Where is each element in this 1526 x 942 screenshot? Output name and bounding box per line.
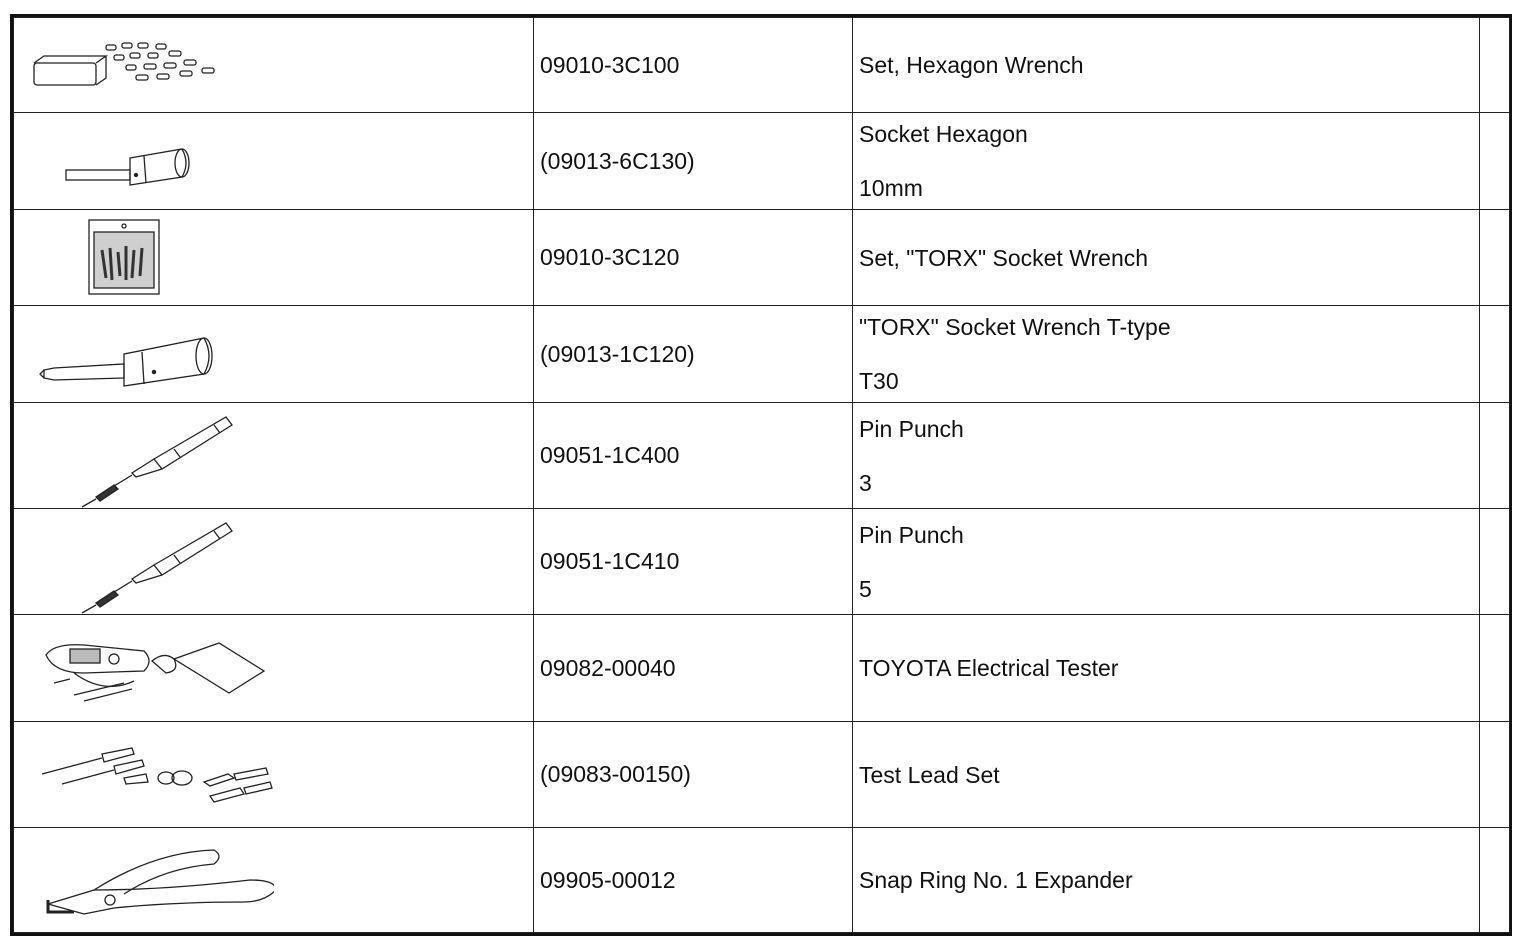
remarks-cell xyxy=(1480,113,1510,210)
part-number: (09013-6C130) xyxy=(534,113,853,210)
remarks-cell xyxy=(1480,403,1510,509)
table-row xyxy=(14,306,1510,403)
torx-socket-set-icon xyxy=(14,210,274,306)
tool-table-sheet xyxy=(10,14,1512,936)
test-lead-set-icon xyxy=(14,722,274,828)
table-row xyxy=(14,18,1510,113)
tool-description: Pin Punch 3 xyxy=(853,403,1480,509)
special-tools-table xyxy=(13,17,1510,933)
tool-description: Pin Punch 5 xyxy=(853,509,1480,615)
torx-socket-t-type-icon xyxy=(14,306,274,403)
tool-description: Snap Ring No. 1 Expander xyxy=(853,828,1480,933)
tool-description: Set, Hexagon Wrench xyxy=(853,18,1480,113)
tool-illustration-cell xyxy=(14,722,534,828)
tool-description: Set, "TORX" Socket Wrench xyxy=(853,210,1480,306)
pin-punch-icon xyxy=(14,403,274,509)
tool-illustration-cell xyxy=(14,18,534,113)
tool-description: Test Lead Set xyxy=(853,722,1480,828)
snap-ring-expander-icon xyxy=(14,828,274,932)
table-row xyxy=(14,615,1510,722)
table-row xyxy=(14,509,1510,615)
part-number: 09051-1C410 xyxy=(534,509,853,615)
tool-illustration-cell xyxy=(14,615,534,722)
table-row xyxy=(14,113,1510,210)
socket-hexagon-icon xyxy=(14,113,274,210)
tool-illustration-cell xyxy=(14,509,534,615)
table-row xyxy=(14,210,1510,306)
hex-wrench-set-icon xyxy=(14,18,274,113)
remarks-cell xyxy=(1480,210,1510,306)
electrical-tester-icon xyxy=(14,615,274,722)
remarks-cell xyxy=(1480,722,1510,828)
tool-illustration-cell xyxy=(14,828,534,933)
tool-description: TOYOTA Electrical Tester xyxy=(853,615,1480,722)
tool-description: Socket Hexagon 10mm xyxy=(853,113,1480,210)
part-number: (09083-00150) xyxy=(534,722,853,828)
part-number: 09010-3C100 xyxy=(534,18,853,113)
tool-illustration-cell xyxy=(14,210,534,306)
remarks-cell xyxy=(1480,828,1510,933)
part-number: 09010-3C120 xyxy=(534,210,853,306)
pin-punch-icon xyxy=(14,509,274,615)
table-row xyxy=(14,722,1510,828)
remarks-cell xyxy=(1480,306,1510,403)
table-row xyxy=(14,828,1510,933)
tool-description: "TORX" Socket Wrench T-type T30 xyxy=(853,306,1480,403)
tool-illustration-cell xyxy=(14,306,534,403)
part-number: 09051-1C400 xyxy=(534,403,853,509)
part-number: 09082-00040 xyxy=(534,615,853,722)
remarks-cell xyxy=(1480,18,1510,113)
table-row xyxy=(14,403,1510,509)
part-number: (09013-1C120) xyxy=(534,306,853,403)
tool-illustration-cell xyxy=(14,113,534,210)
part-number: 09905-00012 xyxy=(534,828,853,933)
tool-illustration-cell xyxy=(14,403,534,509)
remarks-cell xyxy=(1480,615,1510,722)
remarks-cell xyxy=(1480,509,1510,615)
